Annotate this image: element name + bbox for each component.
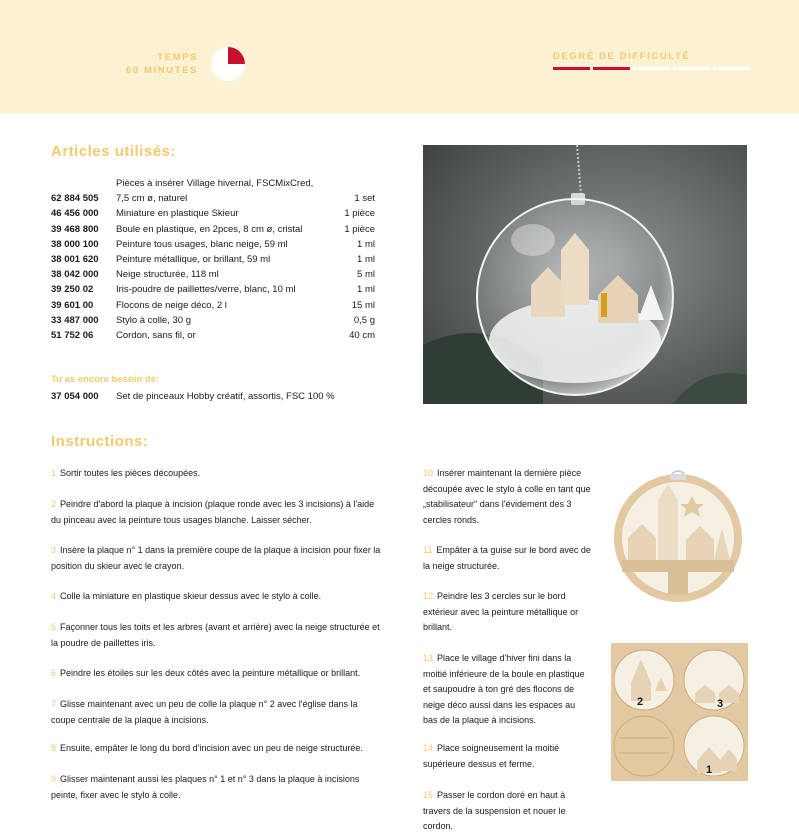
step-number: 12 <box>423 591 434 601</box>
article-description: Stylo à colle, 30 g <box>116 314 191 326</box>
articles-title: Articles utilisés: <box>51 143 176 160</box>
pieces-template-image <box>611 643 748 781</box>
article-description: Flocons de neige déco, 2 l <box>116 299 227 311</box>
step-number: 1 <box>51 468 57 478</box>
template-label-3: 3 <box>717 698 724 710</box>
article-row <box>51 313 375 328</box>
difficulty-segment <box>553 67 590 70</box>
article-row <box>51 237 375 252</box>
extra-title: Tu as encore besoin de: <box>51 374 160 385</box>
article-row <box>51 252 375 267</box>
article-quantity: 1 pièce <box>344 223 375 235</box>
step-text: Place soigneusement la moitié supérieure dessus et ferme. <box>423 743 560 769</box>
article-quantity: 15 ml <box>351 299 375 311</box>
article-description: Boule en plastique, en 2pces, 8 cm ø, cristal <box>116 223 303 235</box>
article-description: Set de pinceaux Hobby créatif, assortis, FSC 100 % <box>116 391 335 402</box>
article-number: 38 000 100 <box>51 238 99 250</box>
article-number: 38 042 000 <box>51 269 99 281</box>
step-text: Insérer maintenant la dernière pièce découpée avec le stylo à colle en tant que „stabilisateur" dans l'évidement des 3 cercles ronds. <box>423 468 591 525</box>
step-text: Insère la plaque n° 1 dans la première coupe de la plaque à incision pour fixer la position du skieur avec le crayon. <box>51 545 381 571</box>
instruction-step <box>51 620 381 651</box>
template-label-2: 2 <box>637 696 644 708</box>
step-number: 2 <box>51 499 57 509</box>
pieces-template-illustration <box>611 643 748 781</box>
instruction-step <box>423 651 591 729</box>
article-description: Cordon, sans fil, or <box>116 330 196 342</box>
article-row <box>51 206 375 221</box>
article-quantity: 1 set <box>354 193 375 205</box>
difficulty-segment <box>593 67 630 70</box>
step-text: Peindre les étoiles sur les deux côtés avec la peinture métallique or brillant. <box>60 668 361 678</box>
instruction-step <box>51 666 381 682</box>
step-text: Ensuite, empâter le long du bord d'incision avec un peu de neige structurée. <box>60 743 363 753</box>
article-number: 39 250 02 <box>51 284 94 296</box>
article-quantity: 1 ml <box>357 284 375 296</box>
time-value: 60 MINUTES <box>126 65 198 76</box>
article-row <box>51 298 375 313</box>
step-text: Peindre les 3 cercles sur le bord extérieur avec la peinture métallique or brillant. <box>423 591 579 632</box>
instruction-step <box>423 589 591 636</box>
instructions-title: Instructions: <box>51 433 149 450</box>
article-row <box>51 176 375 206</box>
step-text: Empâter à ta guise sur le bord avec de la neige structurée. <box>423 545 591 571</box>
step-number: 15 <box>423 790 434 800</box>
step-text: Peindre d'abord la plaque à incision (plaque ronde avec les 3 incisions) à l'aide du pinceau avec la peinture tous usages blanche. Laisser sécher. <box>51 499 375 525</box>
article-quantity: 1 ml <box>357 238 375 250</box>
instruction-step <box>51 589 381 605</box>
step-number: 8 <box>51 743 57 753</box>
article-number: 37 054 000 <box>51 391 99 402</box>
time-label-block <box>110 51 198 77</box>
step-number: 14 <box>423 743 434 753</box>
ornament-photo <box>423 145 747 404</box>
article-quantity: 0,5 g <box>353 314 375 326</box>
step-number: 9 <box>51 774 57 784</box>
step-number: 6 <box>51 668 57 678</box>
article-number: 38 001 620 <box>51 254 99 266</box>
step-number: 11 <box>423 545 433 555</box>
instruction-step <box>51 466 381 482</box>
instruction-step <box>51 772 381 803</box>
article-row <box>51 282 375 297</box>
difficulty-segment <box>673 67 710 70</box>
article-quantity: 5 ml <box>357 269 375 281</box>
step-number: 5 <box>51 622 57 632</box>
time-label: TEMPS <box>157 52 198 63</box>
article-number: 39 601 00 <box>51 299 94 311</box>
step-text: Façonner tous les toits et les arbres (avant et arrière) avec la neige structurée et la poudre de paillettes iris. <box>51 622 380 648</box>
ornament-photo-image <box>423 145 747 404</box>
instruction-step <box>423 543 591 574</box>
step-text: Passer le cordon doré en haut à travers de la suspension et nouer le cordon. <box>423 790 566 831</box>
assembled-ornament-image <box>608 470 748 602</box>
step-number: 4 <box>51 591 57 601</box>
article-description: Peinture métallique, or brillant, 59 ml <box>116 254 271 266</box>
article-row <box>51 267 375 282</box>
difficulty-meter <box>553 67 750 70</box>
step-text: Colle la miniature en plastique skieur dessus avec le stylo à colle. <box>60 591 322 601</box>
article-description: Neige structurée, 118 ml <box>116 269 219 281</box>
timer-icon <box>211 47 245 81</box>
step-text: Glisse maintenant avec un peu de colle la plaque n° 2 avec l'église dans la coupe centrale de la plaque à incisions. <box>51 699 358 725</box>
article-quantity: 1 ml <box>357 254 375 266</box>
article-description: Pièces à insérer Village hivernal, FSCMixCred, 7,5 cm ø, naturel <box>116 178 314 205</box>
article-row <box>51 328 375 343</box>
assembled-ornament-illustration <box>608 470 748 602</box>
instruction-step <box>51 697 381 728</box>
article-number: 39 468 800 <box>51 223 99 235</box>
step-number: 3 <box>51 545 57 555</box>
step-number: 10 <box>423 468 434 478</box>
article-row <box>51 222 375 237</box>
article-description: Miniature en plastique Skieur <box>116 208 239 220</box>
article-number: 46 456 000 <box>51 208 99 220</box>
article-description: Peinture tous usages, blanc neige, 59 ml <box>116 238 288 250</box>
instruction-step <box>51 497 381 528</box>
article-quantity: 40 cm <box>349 330 375 342</box>
template-label-1: 1 <box>706 764 713 776</box>
instruction-step <box>423 741 591 772</box>
difficulty-segment <box>713 67 750 70</box>
instruction-step <box>51 741 381 757</box>
article-number: 33 487 000 <box>51 314 99 326</box>
article-description: Iris-poudre de paillettes/verre, blanc, 10 ml <box>116 284 296 296</box>
difficulty-segment <box>633 67 670 70</box>
articles-list <box>51 176 375 343</box>
step-number: 7 <box>51 699 57 709</box>
instruction-step <box>51 543 381 574</box>
difficulty-label: DEGRÉ DE DIFFICULTÉ <box>553 51 691 62</box>
article-number: 51 752 06 <box>51 330 94 342</box>
instruction-step <box>423 788 591 835</box>
extra-article <box>51 389 375 404</box>
step-text: Glisser maintenant aussi les plaques n° 1 et n° 3 dans la plaque à incisions peinte, fixer avec le stylo à colle. <box>51 774 360 800</box>
article-number: 62 884 505 <box>51 193 99 205</box>
step-number: 13 <box>423 653 434 663</box>
article-quantity: 1 pièce <box>344 208 375 220</box>
header-bar <box>0 0 799 113</box>
instruction-step <box>423 466 591 528</box>
step-text: Place le village d'hiver fini dans la moitié inférieure de la boule en plastique et saupoudre à ton gré des flocons de neige déco aussi dans les espaces au bas de la plaque à incisions. <box>423 653 585 725</box>
step-text: Sortir toutes les pièces découpées. <box>60 468 201 478</box>
